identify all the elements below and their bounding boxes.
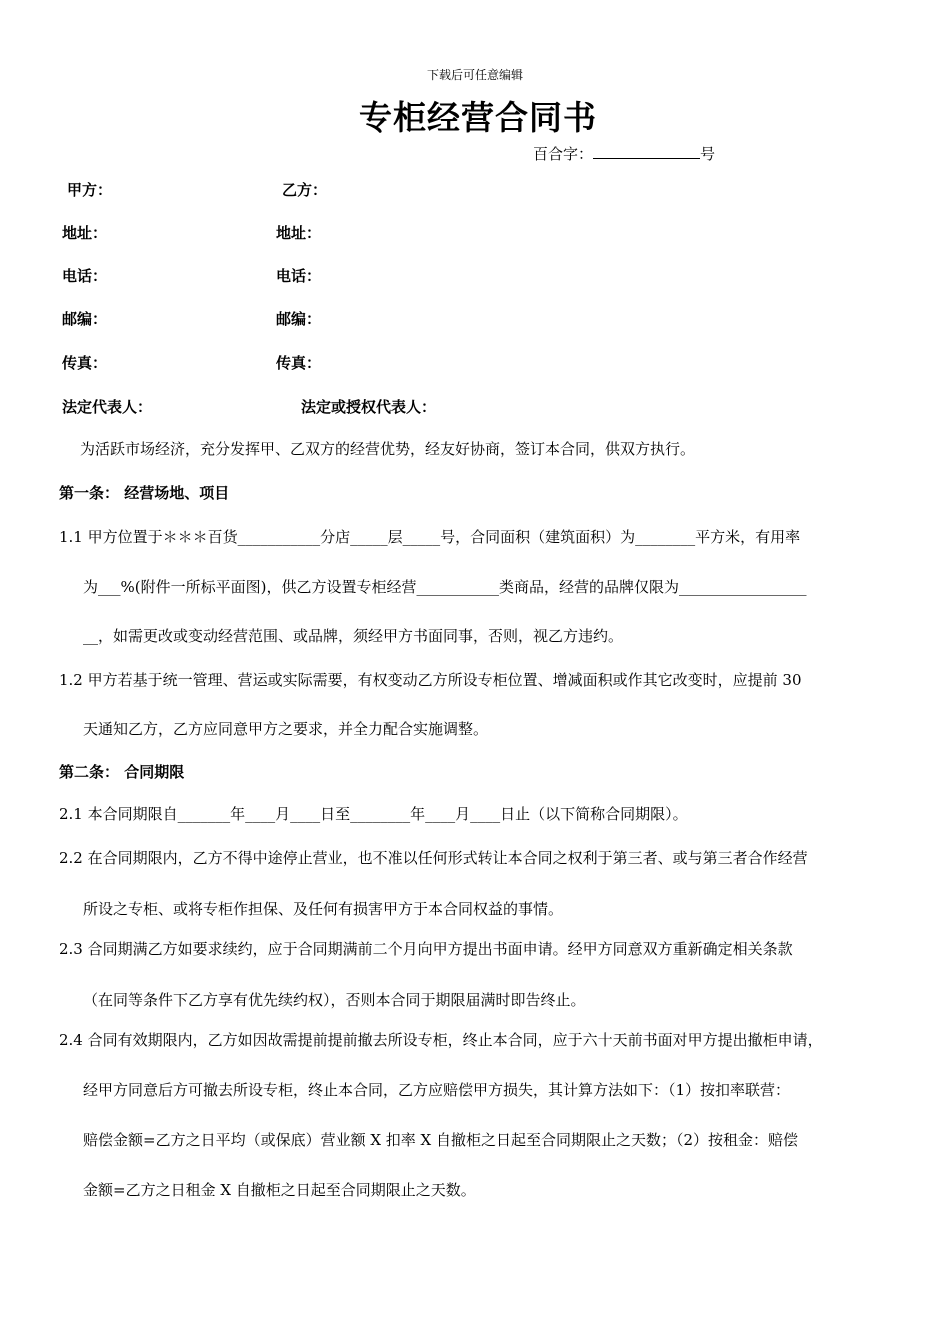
party-b-phone: 电话： xyxy=(276,267,322,285)
contract-number xyxy=(533,143,715,164)
party-b-label: 乙方： xyxy=(282,181,328,199)
clause-2-2-line-1: 2.2 在合同期限内，乙方不得中途停止营业，也不准以任何形式转让本合同之权利于第三者、或与第三者合作经营 xyxy=(59,849,808,867)
clause-1-1-line-2: 为___%(附件一所标平面图)，供乙方设置专柜经营___________类商品，经营的品牌仅限为_________________ xyxy=(83,578,807,596)
clause-2-4-line-2: 经甲方同意后方可撤去所设专柜，终止本合同，乙方应赔偿甲方损失，其计算方法如下：（1）按扣率联营： xyxy=(83,1081,791,1099)
intro-paragraph: 为活跃市场经济，充分发挥甲、乙双方的经营优势，经友好协商，签订本合同，供双方执行。 xyxy=(80,440,696,458)
clause-1-2-line-1: 1.2 甲方若基于统一管理、营运或实际需要，有权变动乙方所设专柜位置、增减面积或作其它改变时，应提前 30 xyxy=(59,671,802,689)
party-b-postcode: 邮编： xyxy=(276,310,322,328)
clause-2-1: 2.1 本合同期限自_______年____月____日至________年____月____日止（以下简称合同期限）。 xyxy=(59,805,688,823)
contract-number-label: 百合字： xyxy=(533,145,594,163)
clause-2-4-line-3: 赔偿金额=乙方之日平均（或保底）营业额 X 扣率 X 自撤柜之日起至合同期限止之天数；（2）按租金：赔偿 xyxy=(83,1131,799,1149)
party-a-address: 地址： xyxy=(62,224,108,242)
party-a-phone: 电话： xyxy=(62,267,108,285)
contract-number-suffix: 号 xyxy=(700,145,716,163)
party-b-fax: 传真： xyxy=(276,354,322,372)
article-1-heading: 第一条： 经营场地、项目 xyxy=(59,484,230,502)
party-a-label: 甲方： xyxy=(67,181,113,199)
contract-number-blank xyxy=(593,143,700,159)
party-b-representative: 法定或授权代表人： xyxy=(301,398,437,416)
clause-2-3-line-1: 2.3 合同期满乙方如要求续约，应于合同期满前二个月向甲方提出书面申请。经甲方同意双方重新确定相关条款 xyxy=(59,940,793,958)
clause-2-3-line-2: （在同等条件下乙方享有优先续约权），否则本合同于期限届满时即告终止。 xyxy=(83,991,586,1009)
party-a-fax: 传真： xyxy=(62,354,108,372)
clause-2-4-line-4: 金额=乙方之日租金 X 自撤柜之日起至合同期限止之天数。 xyxy=(83,1181,476,1199)
party-b-address: 地址： xyxy=(276,224,322,242)
clause-2-2-line-2: 所设之专柜、或将专柜作担保、及任何有损害甲方于本合同权益的事情。 xyxy=(83,900,564,918)
document-title: 专柜经营合同书 xyxy=(359,98,597,137)
clause-1-1-line-1: 1.1 甲方位置于＊＊＊百货___________分店_____层_____号，合同面积（建筑面积）为________平方米，有用率 xyxy=(59,528,801,546)
clause-1-2-line-2: 天通知乙方，乙方应同意甲方之要求，并全力配合实施调整。 xyxy=(83,720,489,738)
party-a-postcode: 邮编： xyxy=(62,310,108,328)
article-2-heading: 第二条： 合同期限 xyxy=(59,763,185,781)
clause-2-4-line-1: 2.4 合同有效期限内，乙方如因故需提前提前撤去所设专柜，终止本合同，应于六十天前书面对甲方提出撤柜申请， xyxy=(59,1031,823,1049)
download-note: 下载后可任意编辑 xyxy=(426,68,523,82)
clause-1-1-line-3: __，如需更改或变动经营范围、或品牌，须经甲方书面同事，否则，视乙方违约。 xyxy=(83,627,624,645)
party-a-representative: 法定代表人： xyxy=(62,398,153,416)
